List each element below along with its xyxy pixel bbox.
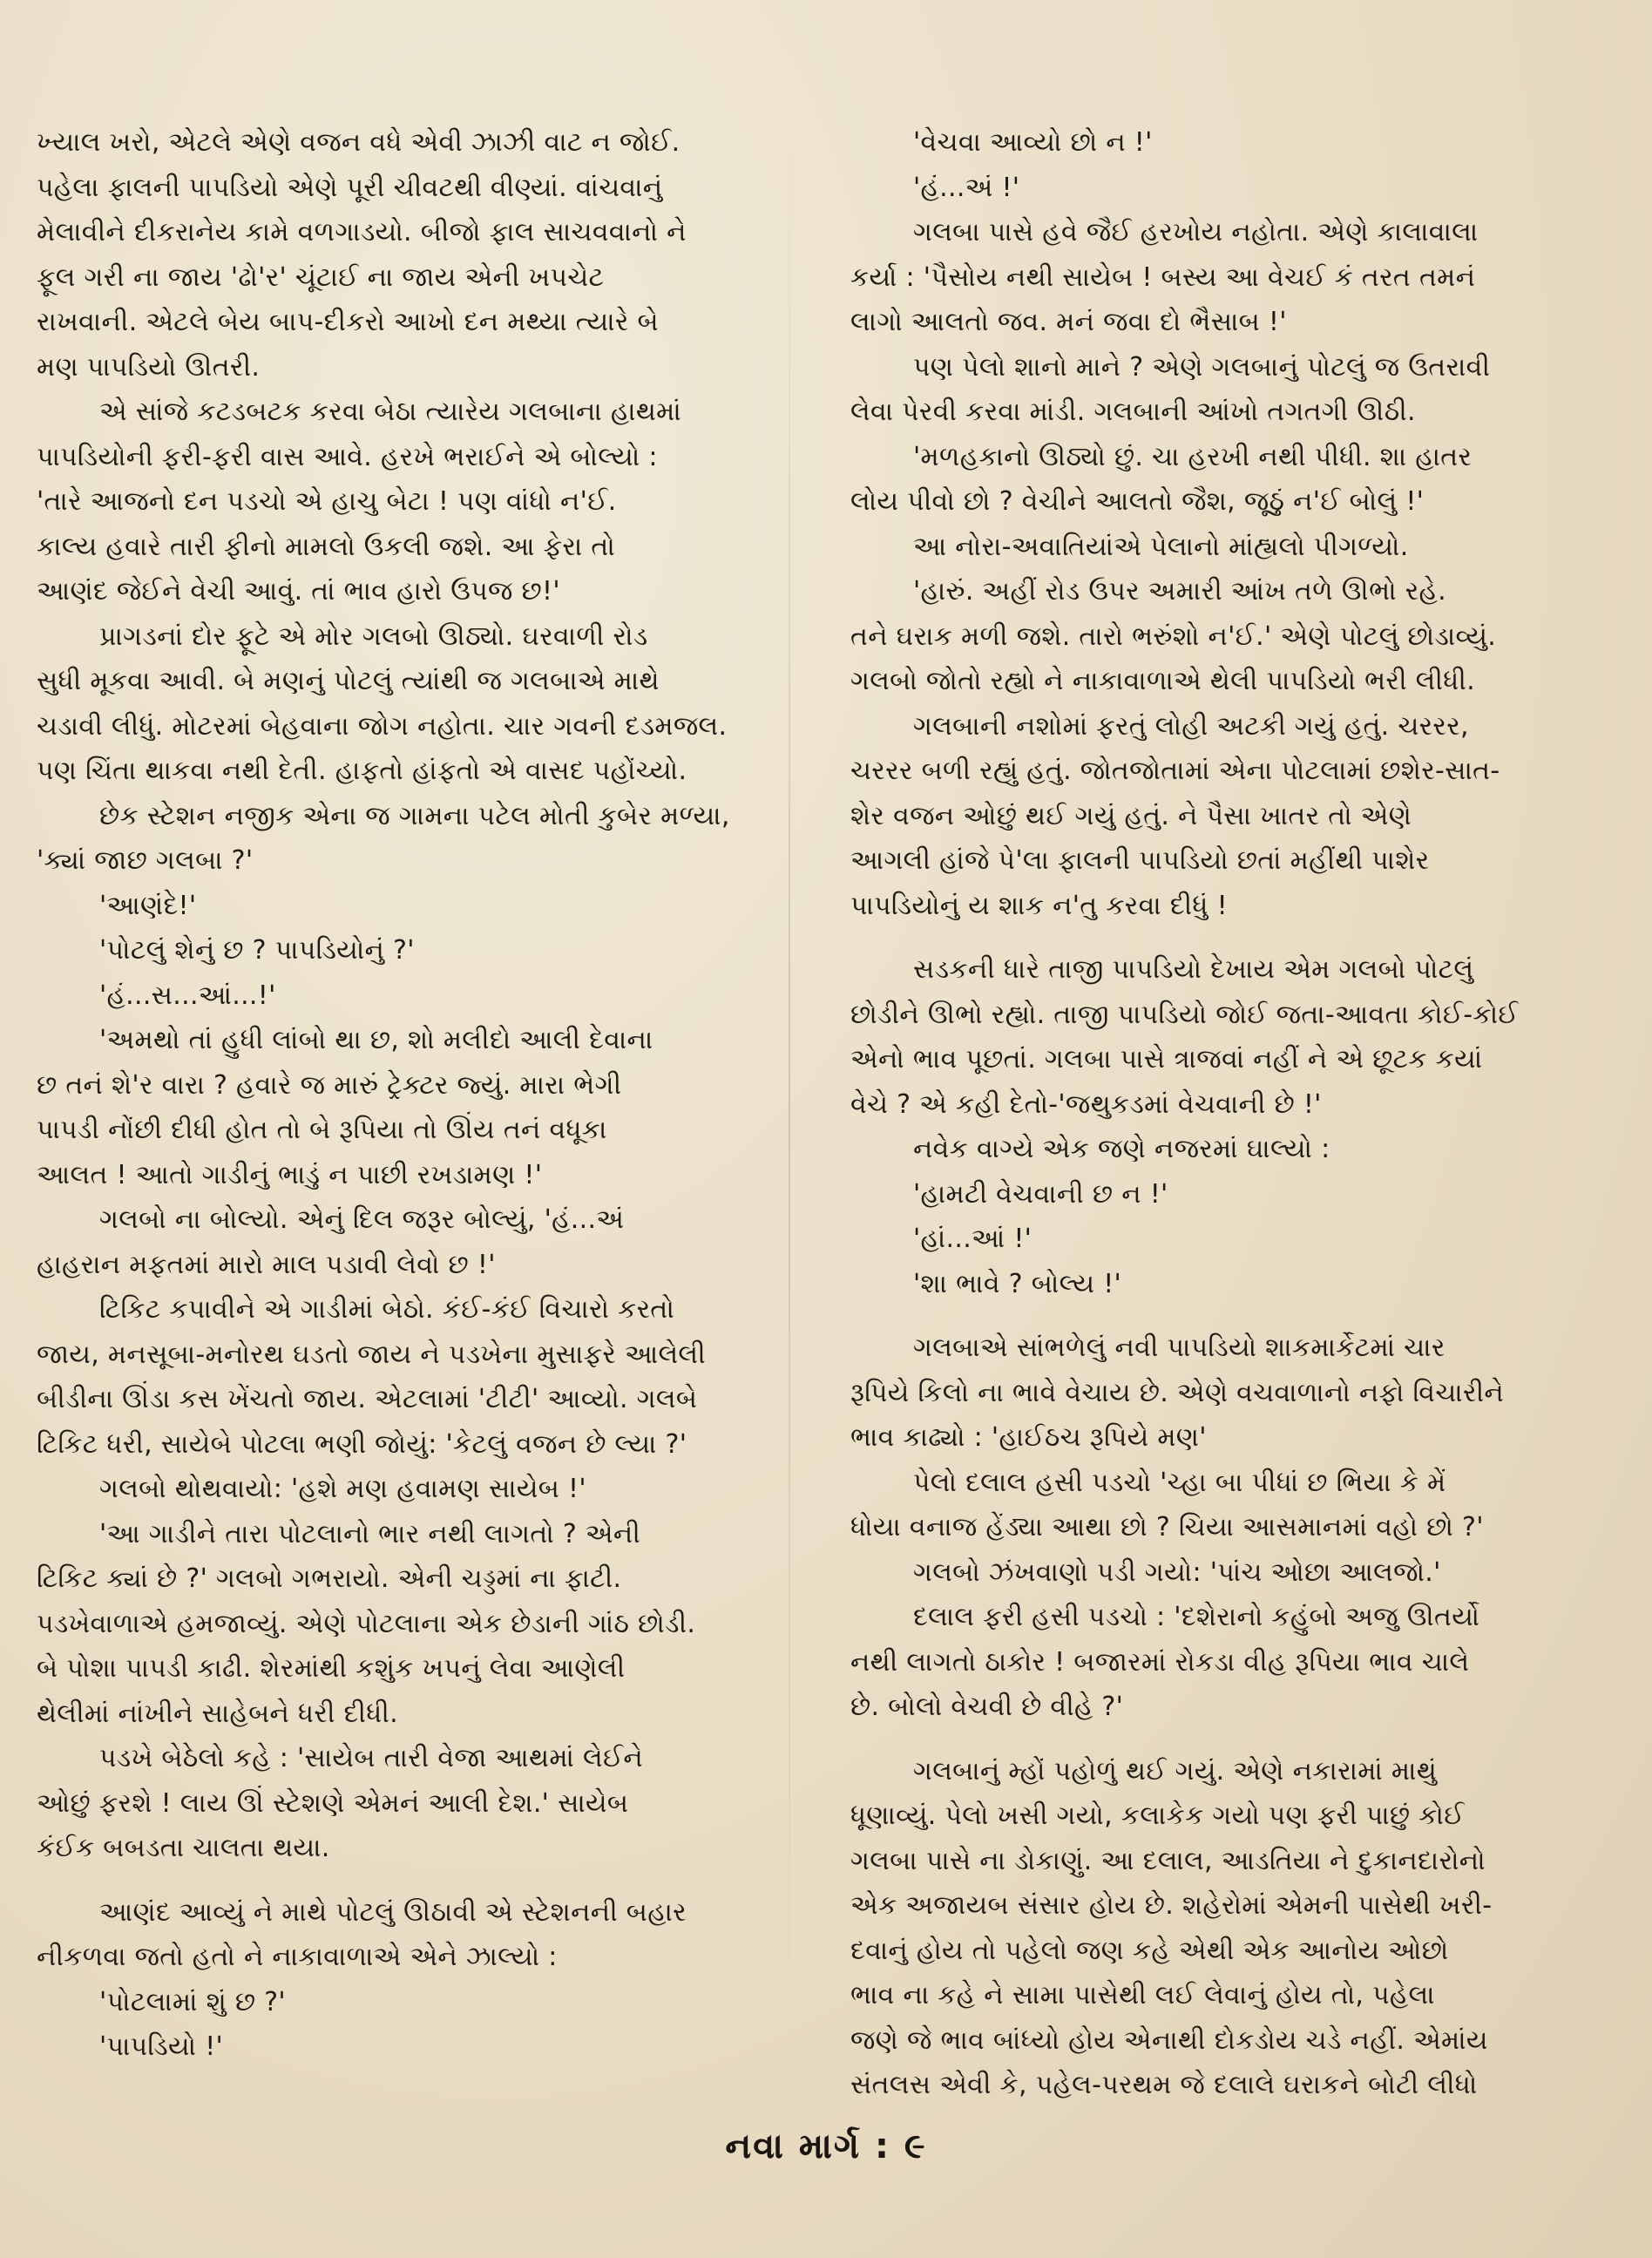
text-line: ભાવ ના કહે ને સામા પાસેથી લઈ લેવાનું હોય તો, પહેલા <box>850 1980 1435 2011</box>
text-line: આલત ! આતો ગાડીનું ભાડું ન પાછી રખડામણ !' <box>37 1159 543 1190</box>
text-line: પહેલા ફાલની પાપડિયો એણે પૂરી ચીવટથી વીણ્યાં. વાંચવાનું <box>37 172 663 203</box>
text-line: 'વેચવા આવ્યો છો ન !' <box>913 127 1153 158</box>
text-line: ચરરર બળી રહ્યું હતું. જોતજોતામાં એના પોટલામાં છશેર-સાત- <box>850 756 1500 786</box>
text-line: રાખવાની. એટલે બેય બાપ-દીકરો આખો દન મથ્યા ત્યારે બે <box>37 307 659 337</box>
text-line: ચડાવી લીધું. મોટરમાં બેહવાના જોગ નહોતા. ચાર ગવની દડમજલ. <box>37 710 728 742</box>
text-line: કર્યા : 'પૈસોય નથી સાયેબ ! બસ્ય આ વેચઈ કં તરત તમનં <box>850 261 1476 293</box>
text-line: છે. બોલો વેચવી છે વીહે ?' <box>850 1692 1124 1722</box>
text-line: છ તનં શે'ર વારા ? હવારે જ મારું ટ્રેક્ટર જ્યું. મારા ભેગી <box>37 1069 622 1101</box>
text-line: બે પોશા પાપડી કાઢી. શેરમાંથી કશુંક ખપનું લેવા આણેલી <box>37 1653 626 1684</box>
text-line: ગલબા પાસે ના ડોકાણું. આ દલાલ, આડતિયા ને દુકાનદારોનો <box>850 1845 1486 1876</box>
text-line: સંતલસ એવી કે, પહેલ-પરથમ જે દલાલે ઘરાકને બોટી લીધો <box>850 2070 1478 2100</box>
text-line: 'હારું. અહીં રોડ ઉપર અમારી આંખ તળે ઊભો રહે. <box>913 576 1447 607</box>
text-line: ગલબો જોતો રહ્યો ને નાકાવાળાએ થેલી પાપડિયો ભરી લીધી. <box>850 666 1475 696</box>
text-line: આણંદ જેઈને વેચી આવું. તાં ભાવ હારો ઉપજ છ!' <box>37 576 560 607</box>
text-line: ધૂણાવ્યું. પેલો ખસી ગયો, કલાકેક ગયો પણ ફરી પાછું કોઈ <box>850 1800 1465 1831</box>
text-line: થેલીમાં નાંખીને સાહેબને ધરી દીધી. <box>37 1698 398 1729</box>
left-text-column <box>37 120 779 2070</box>
text-line: નથી લાગતો ઠાકોર ! બજારમાં રોકડા વીહ રૂપિયા ભાવ ચાલે <box>850 1646 1470 1678</box>
text-line: આગલી હાંજે પે'લા ફાલની પાપડિયો છતાં મહીંથી પાશેર <box>850 845 1430 876</box>
text-line: 'હામટી વેચવાની છ ન !' <box>913 1178 1168 1210</box>
text-line: ગલબાની નશોમાં ફરતું લોહી અટકી ગયું હતું. ચરરર, <box>913 710 1469 742</box>
text-line: આ નોરા-અવાતિયાંએ પેલાનો માંહ્યલો પીગળ્યો. <box>913 531 1409 562</box>
text-line: લાગો આલતો જવ. મનં જવા દો ભૈસાબ !' <box>850 307 1287 337</box>
text-line: 'ક્યાં જાછ ગલબા ?' <box>37 845 254 876</box>
text-line: બીડીના ઊંડા કસ ખેંચતો જાય. એટલામાં 'ટીટી' આવ્યો. ગલબે <box>37 1384 698 1414</box>
text-line: એનો ભાવ પૂછતાં. ગલબા પાસે ત્રાજવાં નહીં ને એ છૂટક કયાં <box>850 1044 1483 1075</box>
text-line: આણંદ આવ્યું ને માથે પોટલું ઊઠાવી એ સ્ટેશનની બહાર <box>99 1896 687 1928</box>
text-line: ટિકિટ કપાવીને એ ગાડીમાં બેઠો. કંઈ-કંઈ વિચારો કરતો <box>99 1294 675 1325</box>
text-line: સડકની ધારે તાજી પાપડિયો દેખાય એમ ગલબો પોટલું <box>913 954 1474 985</box>
text-line: 'પોટલું શેનું છ ? પાપડિયોનું ?' <box>99 935 415 966</box>
text-line: પ્રાગડનાં દોર ફૂટે એ મોર ગલબો ઊઠ્યો. ઘરવાળી રોડ <box>99 620 648 652</box>
text-line: રૂપિયે કિલો ના ભાવે વેચાય છે. એણે વચવાળાનો નફો વિચારીને <box>850 1377 1504 1408</box>
text-line: હાહરાન મફતમાં મારો માલ પડાવી લેવો છ !' <box>37 1249 496 1280</box>
page-footer: નવા માર્ગ : ૯ <box>725 2126 927 2166</box>
text-line: કંઈક બબડતા ચાલતા થયા. <box>37 1833 330 1863</box>
text-line: લોય પીવો છો ? વેચીને આલતો જૈશ, જૂઠું ન'ઈ બોલું !' <box>850 486 1425 517</box>
text-line: ગલબા પાસે હવે જૈઈ હરખોય નહોતા. એણે કાલાવાલા <box>913 217 1479 247</box>
text-line: 'અમથો તાં હુધી લાંબો થા છ, શો મલીદો આલી દેવાના <box>99 1025 653 1055</box>
text-line: ઓછું ફરશે ! લાય ઊં સ્ટેશણે એમનં આલી દેશ.' સાયેબ <box>37 1787 629 1819</box>
text-line: 'તારે આજનો દન પડચો એ હાચુ બેટા ! પણ વાંધો ન'ઈ. <box>37 486 617 517</box>
text-line: લેવા પેરવી કરવા માંડી. ગલબાની આંખો તગતગી ઊઠી. <box>850 397 1416 427</box>
text-line: 'હાં...આં !' <box>913 1224 1032 1254</box>
text-line: 'પોટલામાં શું છ ?' <box>99 1986 286 2017</box>
text-line: ગલબો ના બોલ્યો. એનું દિલ જરૂર બોલ્યું, 'હં...અં <box>99 1204 625 1235</box>
text-line: પણ પેલો શાનો માને ? એણે ગલબાનું પોટલું જ ઉતરાવી <box>913 351 1491 383</box>
text-line: મણ પાપડિયો ઊતરી. <box>37 351 261 383</box>
text-line: દલાલ ફરી હસી પડચો : 'દશેરાનો કહુંબો અજુ ઊતર્યો <box>913 1602 1480 1632</box>
text-line: પાપડી નોંછી દીધી હોત તો બે રૂપિયા તો ઊંય તનં વધૂકા <box>37 1115 607 1145</box>
text-line: તને ઘરાક મળી જશે. તારો ભરુંશો ન'ઈ.' એણે પોટલું છોડાવ્યું. <box>850 620 1497 652</box>
text-line: ભાવ કાઢ્યો : 'હાઈઠચ રૂપિયે મણ' <box>850 1422 1207 1453</box>
text-line: 'આ ગાડીને તારા પોટલાનો ભાર નથી લાગતો ? એની <box>99 1518 641 1549</box>
text-line: દવાનું હોય તો પહેલો જણ કહે એથી એક આનોય ઓછો <box>850 1935 1449 1966</box>
text-line: સુધી મૂકવા આવી. બે મણનું પોટલું ત્યાંથી જ ગલબાએ માથે <box>37 666 660 696</box>
text-line: 'પાપડિયો !' <box>99 2031 224 2062</box>
text-line: ગલબો ઝંખવાણો પડી ગયો: 'પાંચ ઓછા આલજો.' <box>913 1556 1441 1588</box>
text-line: 'શા ભાવે ? બોલ્ય !' <box>913 1268 1122 1299</box>
text-line: છોડીને ઊભો રહ્યો. તાજી પાપડિયો જોઈ જતા-આવતા કોઈ-કોઈ <box>850 999 1519 1030</box>
text-line: પડખે બેઠેલો કહે : 'સાયેબ તારી વેજા આથમાં લેઈને <box>99 1743 644 1773</box>
text-line: શેર વજન ઓછું થઈ ગયું હતું. ને પૈસા ખાતર તો એણે <box>850 800 1412 831</box>
text-line: ગલબો થોથવાયો: 'હશે મણ હવામણ સાયેબ !' <box>99 1474 586 1504</box>
text-line: પાપડિયોનું ય શાક ન'તુ કરવા દીધું ! <box>850 890 1228 921</box>
text-line: જણે જે ભાવ બાંધ્યો હોય એનાથી દોકડોય ચડે નહીં. એમાંય <box>850 2024 1488 2056</box>
text-line: 'આણંદે!' <box>99 890 197 921</box>
text-line: 'હં...અં !' <box>913 172 1020 203</box>
text-line: એક અજાયબ સંસાર હોય છે. શહેરોમાં એમની પાસેથી ખરી- <box>850 1890 1493 1921</box>
text-line: નીકળવા જતો હતો ને નાકાવાળાએ એને ઝાલ્યો : <box>37 1942 558 1972</box>
text-line: ફૂલ ગરી ના જાય 'ઢો'ર' ચૂંટાઈ ના જાય એની ખપચેટ <box>37 261 605 293</box>
text-line: ગલબાનું મ્હોં પહોળું થઈ ગયું. એણે નકારામાં માથું <box>913 1755 1438 1787</box>
text-line: ટિકિટ ક્યાં છે ?' ગલબો ગભરાયો. એની ચડ્ડમાં ના ફાટી. <box>37 1563 622 1594</box>
text-line: પેલો દલાલ હસી પડચો 'ચ્હા બા પીધાં છ ભિયા કે મેં <box>913 1467 1446 1498</box>
text-line: મેલાવીને દીકરાનેય કામે વળગાડયો. બીજો ફાલ સાચવવાનો ને <box>37 217 687 247</box>
text-line: ખ્યાલ ખરો, એટલે એણે વજન વધે એવી ઝાઝી વાટ ન જોઈ. <box>37 127 680 158</box>
text-line: પાપડિયોની ફરી-ફરી વાસ આવે. હરખે ભરાઈને એ બોલ્યો : <box>37 441 658 472</box>
right-text-column <box>850 120 1582 2108</box>
text-line: પડખેવાળાએ હમજાવ્યું. એણે પોટલાના એક છેડાની ગાંઠ છોડી. <box>37 1608 696 1639</box>
text-line: કાલ્ય હવારે તારી ફીનો મામલો ઉકલી જશે. આ ફેરા તો <box>37 531 616 562</box>
text-line: ધોયા વનાજ હેંડ્યા આથા છો ? ચિયા આસમાનમાં વહો છો ?' <box>850 1512 1484 1543</box>
text-line: વેચે ? એ કહી દેતો-'જથુકડમાં વેચવાની છે !' <box>850 1088 1322 1120</box>
column-divider <box>789 122 790 2057</box>
text-line: એ સાંજે કટડબટક કરવા બેઠા ત્યારેય ગલબાના હાથમાં <box>99 397 681 427</box>
text-line: 'મળહકાનો ઊઠ્યો છું. ચા હરખી નથી પીધી. શા હાતર <box>913 441 1473 472</box>
text-line: જાય, મનસૂબા-મનોરથ ઘડતો જાય ને પડખેના મુસાફરે આલેલી <box>37 1339 706 1370</box>
text-line: નવેક વાગ્યે એક જણે નજરમાં ઘાલ્યો : <box>913 1134 1330 1164</box>
text-line: 'હં...સ...આં...!' <box>99 980 276 1011</box>
text-line: ગલબાએ સાંભળેલું નવી પાપડિયો શાકમાર્કેટમાં ચાર <box>913 1332 1446 1363</box>
text-line: પણ ચિંતા થાકવા નથી દેતી. હાફતો હાંફતો એ વાસદ પહોંચ્યો. <box>37 756 687 786</box>
text-line: ટિકિટ ધરી, સાયેબે પોટલા ભણી જોયું: 'કેટલું વજન છે લ્યા ?' <box>37 1428 687 1460</box>
text-line: છેક સ્ટેશન નજીક એના જ ગામના પટેલ મોતી કુબેર મળ્યા, <box>99 800 730 831</box>
